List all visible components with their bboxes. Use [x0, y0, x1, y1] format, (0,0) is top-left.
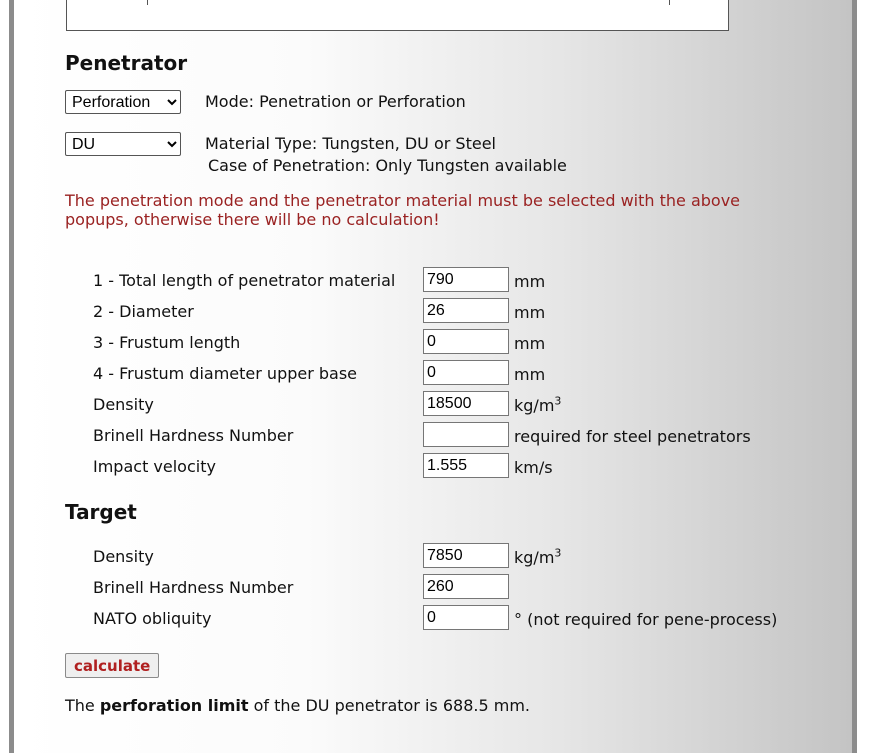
field-unit	[514, 548, 561, 567]
material-note: Case of Penetration: Only Tungsten available	[208, 156, 567, 175]
unit-superscript: 3	[554, 394, 562, 408]
field-label: 2 - Diameter	[93, 302, 194, 321]
frustum-diameter-input[interactable]	[423, 360, 509, 385]
material-select[interactable]	[65, 132, 181, 156]
nato-obliquity-input[interactable]	[423, 605, 509, 630]
field-unit: mm	[514, 303, 546, 322]
field-unit: required for steel penetrators	[514, 427, 751, 446]
field-label: 1 - Total length of penetrator material	[93, 271, 396, 290]
penetrator-density-input[interactable]	[423, 391, 509, 416]
field-label: Density	[93, 395, 154, 414]
total-length-input[interactable]	[423, 267, 509, 292]
unit-text: kg/m	[514, 548, 555, 567]
field-unit: mm	[514, 272, 546, 291]
impact-velocity-input[interactable]	[423, 453, 509, 478]
field-unit: mm	[514, 334, 546, 353]
field-label: 3 - Frustum length	[93, 333, 241, 352]
diameter-input[interactable]	[423, 298, 509, 323]
field-unit: ° (not required for pene-process)	[514, 610, 778, 629]
top-diagram-box	[66, 0, 729, 31]
unit-text: kg/m	[514, 396, 555, 415]
result-suffix: of the DU penetrator is 688.5 mm.	[248, 696, 530, 715]
mode-select[interactable]	[65, 90, 181, 114]
penetrator-hardness-input[interactable]	[423, 422, 509, 447]
material-label: Material Type: Tungsten, DU or Steel	[205, 134, 496, 153]
result-text	[65, 696, 530, 715]
field-unit: mm	[514, 365, 546, 384]
result-bold: perforation limit	[99, 696, 249, 715]
field-label: Brinell Hardness Number	[93, 426, 294, 445]
selection-warning: The penetration mode and the penetrator material must be selected with the above popups, otherwise there will be no calculation!	[65, 191, 741, 229]
field-unit	[514, 396, 561, 415]
mode-label: Mode: Penetration or Perforation	[205, 92, 466, 111]
unit-superscript: 3	[554, 546, 562, 560]
diagram-tick-right	[669, 0, 670, 5]
target-heading: Target	[65, 500, 137, 524]
field-unit: km/s	[514, 458, 553, 477]
penetrator-heading: Penetrator	[65, 51, 188, 75]
frustum-length-input[interactable]	[423, 329, 509, 354]
field-label: 4 - Frustum diameter upper base	[93, 364, 358, 383]
field-label: Impact velocity	[93, 457, 216, 476]
field-label: NATO obliquity	[93, 609, 212, 628]
field-label: Brinell Hardness Number	[93, 578, 294, 597]
calculate-button[interactable]: calculate	[65, 653, 159, 678]
target-density-input[interactable]	[423, 543, 509, 568]
diagram-tick-left	[147, 0, 148, 5]
result-prefix: The	[65, 696, 100, 715]
target-hardness-input[interactable]	[423, 574, 509, 599]
field-label: Density	[93, 547, 154, 566]
